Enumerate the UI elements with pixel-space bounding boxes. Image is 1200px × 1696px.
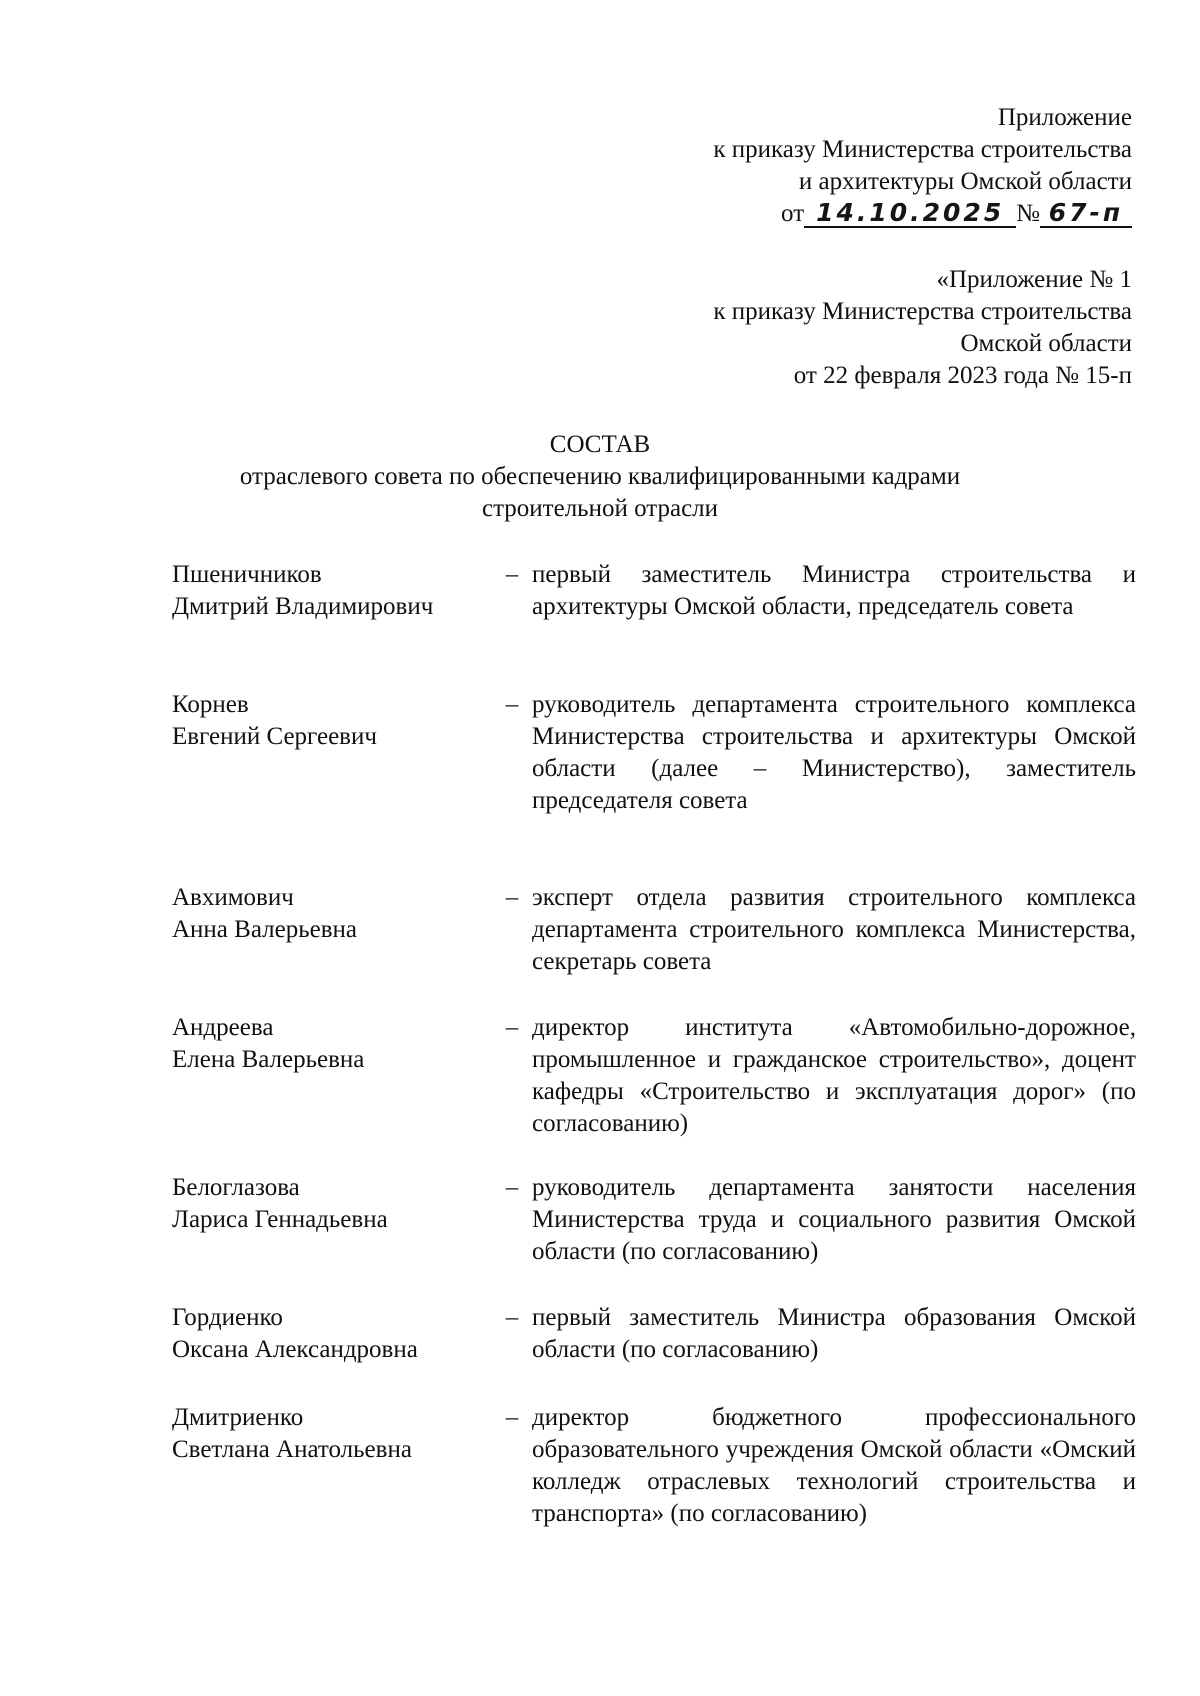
member-given-names: Дмитрий Владимирович: [172, 593, 434, 620]
member-surname: Корнев: [172, 691, 249, 718]
appendix-date-line: [713, 198, 1132, 230]
member-entry: [172, 882, 1136, 1012]
original-order-date: от 22 февраля 2023 года № 15-п: [793, 362, 1132, 389]
member-role: руководитель департамента занятости населения Министерства труда и социального развития Омской области (по согласованию): [532, 1174, 1136, 1265]
member-entry: [172, 1172, 1136, 1302]
member-name: [172, 1012, 492, 1172]
original-order-ref: к приказу Министерства строительства: [713, 298, 1132, 325]
member-name: [172, 689, 492, 882]
member-dash: –: [505, 1404, 519, 1431]
original-appendix-header: [713, 264, 1132, 392]
member-entry: [172, 689, 1136, 882]
title-subheading-1: отраслевого совета по обеспечению квалифицированными кадрами: [239, 463, 961, 490]
original-appendix-title: «Приложение № 1: [936, 266, 1132, 293]
member-given-names: Анна Валерьевна: [172, 916, 357, 943]
member-dash: –: [505, 1014, 519, 1041]
handwritten-number: 67-п: [1040, 200, 1132, 228]
member-role: первый заместитель Министра строительства и архитектуры Омской области, председатель совета: [532, 561, 1136, 620]
member-name: [172, 1402, 492, 1572]
member-given-names: Лариса Геннадьевна: [172, 1206, 388, 1233]
member-dash: –: [505, 884, 519, 911]
member-name: [172, 559, 492, 689]
member-entry: [172, 1302, 1136, 1402]
title-heading: СОСТАВ: [549, 431, 651, 458]
member-given-names: Светлана Анатольевна: [172, 1436, 412, 1463]
member-surname: Гордиенко: [172, 1304, 283, 1331]
appendix-title: Приложение: [997, 104, 1132, 131]
member-entry: [172, 1012, 1136, 1172]
member-surname: Дмитриенко: [172, 1404, 304, 1431]
member-entry: [172, 559, 1136, 689]
member-entry: [172, 1402, 1136, 1572]
member-role: директор бюджетного профессионального образовательного учреждения Омской области «Омский колледж отраслевых технологий строительства и транспорта» (по согласованию): [532, 1404, 1136, 1527]
from-label: от: [781, 200, 805, 227]
member-dash: –: [505, 1174, 519, 1201]
document-title: [0, 429, 1200, 525]
member-role: директор института «Автомобильно-дорожное, промышленное и гражданское строительство», доцент кафедры «Строительство и эксплуатация дорог» (по согласованию): [532, 1014, 1136, 1137]
member-role: эксперт отдела развития строительного комплекса департамента строительного комплекса Министерства, секретарь совета: [532, 884, 1136, 975]
number-label: №: [1016, 200, 1040, 227]
member-role: руководитель департамента строительного комплекса Министерства строительства и архитектуры Омской области (далее – Министерство), заместитель председателя совета: [532, 691, 1136, 814]
member-dash: –: [505, 691, 519, 718]
member-name: [172, 1172, 492, 1302]
member-surname: Андреева: [172, 1014, 274, 1041]
member-dash: –: [505, 561, 519, 588]
appendix-order-ref: к приказу Министерства строительства: [713, 136, 1132, 163]
member-surname: Белоглазова: [172, 1174, 300, 1201]
original-ministry: Омской области: [960, 330, 1132, 357]
member-role: первый заместитель Министра образования Омской области (по согласованию): [532, 1304, 1136, 1363]
member-dash: –: [505, 1304, 519, 1331]
member-name: [172, 882, 492, 1012]
appendix-header: [713, 102, 1132, 230]
appendix-ministry: и архитектуры Омской области: [798, 168, 1132, 195]
member-name: [172, 1302, 492, 1402]
title-subheading-2: строительной отрасли: [481, 495, 719, 522]
member-given-names: Оксана Александровна: [172, 1336, 418, 1363]
member-surname: Авхимович: [172, 884, 294, 911]
member-given-names: Елена Валерьевна: [172, 1046, 365, 1073]
member-given-names: Евгений Сергеевич: [172, 723, 377, 750]
handwritten-date: 14.10.2025: [804, 200, 1016, 228]
members-list: [172, 559, 1136, 1572]
member-surname: Пшеничников: [172, 561, 322, 588]
